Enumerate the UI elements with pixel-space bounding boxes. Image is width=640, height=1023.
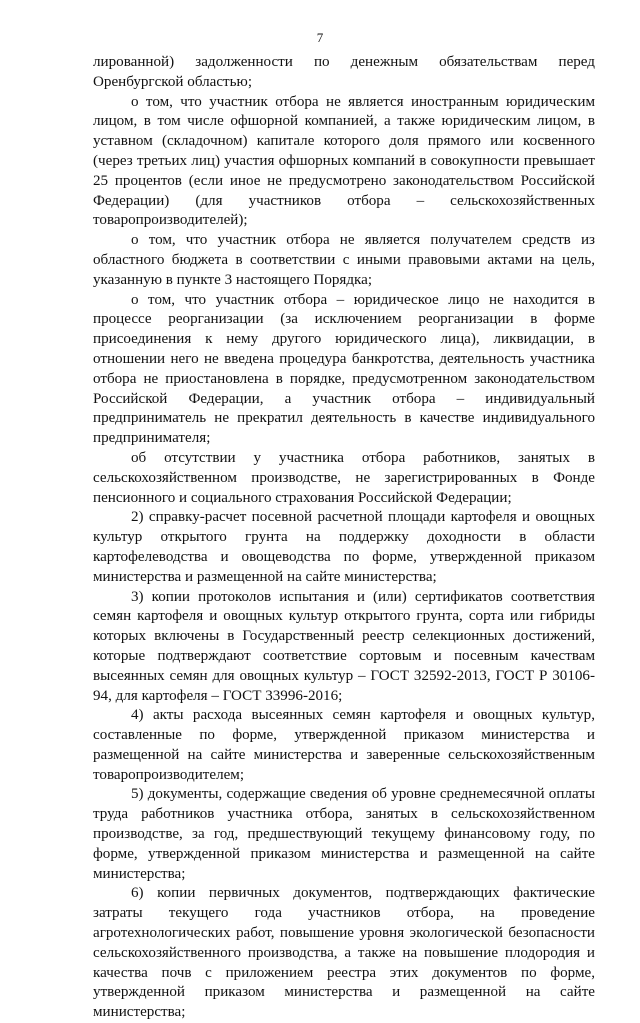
paragraph-reorganization-status: о том, что участник отбора – юридическое лицо не находится в процессе реорганизации (за исключением реорганизации в форме присоединения к нему другого юридического лица), ликвидации, в отношении него не введена процедура банкротства, деятельность участника отбора не приостановлена в порядке, предусмотренном законодательством Российской Федерации, а участник отбора – индивидуальный предприниматель не прекратил деятельность в качестве индивидуального предпринимателя; [93, 291, 595, 447]
paragraph-item-5: 5) документы, содержащие сведения об уровне среднемесячной оплаты труда работников участника отбора, занятых в сельскохозяйственном производстве, за год, предшествующий текущему финансовому году, по форме, утвержденной приказом министерства и размещенной на сайте министерства; [93, 786, 595, 882]
document-body [93, 53, 595, 1023]
paragraph-offshore-status: о том, что участник отбора не является иностранным юридическим лицом, в том числе офшорной компанией, а также юридическим лицом, в уставном (складочном) капитале которого доля прямого или косвенного (через третьих лиц) участия офшорных компаний в совокупности превышает 25 процентов (если иное не предусмотрено законодательством Российской Федерации) (для участников отбора – сельскохозяйственных товаропроизводителей); [93, 93, 595, 229]
page-number: 7 [316, 30, 324, 45]
paragraph-continuation: лированной) задолженности по денежным обязательствам перед Оренбургской областью; [93, 54, 595, 90]
paragraph-unregistered-workers: об отсутствии у участника отбора работников, занятых в сельскохозяйственном производстве, не зарегистрированных в Фонде пенсионного и социального страхования Российской Федерации; [93, 449, 595, 506]
paragraph-item-6: 6) копии первичных документов, подтверждающих фактические затраты текущего года участников отбора, на проведение агротехнологических работ, повышение уровня экологической безопасности сельскохозяйственного производства, а также на повышение плодородия и качества почв с приложением реестра этих документов по форме, утвержденной приказом министерства и размещенной на сайте министерства; [93, 885, 595, 1021]
paragraph-item-3: 3) копии протоколов испытания и (или) сертификатов соответствия семян картофеля и овощных культур открытого грунта, сорта или гибриды которых включены в Государственный реестр селекционных достижений, которые подтверждают соответствие сортовым и посевным качествам высеянных семян для овощных культур – ГОСТ 32592-2013, ГОСТ Р 30106-94, для картофеля – ГОСТ 33996-2016; [93, 588, 595, 704]
paragraph-budget-funds: о том, что участник отбора не является получателем средств из областного бюджета в соответствии с иными правовыми актами на цель, указанную в пункте 3 настоящего Порядка; [93, 232, 595, 288]
paragraph-item-2: 2) справку-расчет посевной расчетной площади картофеля и овощных культур открытого грунта на поддержку доходности в области картофелеводства и овощеводства по форме, утвержденной приказом министерства и размещенной на сайте министерства; [93, 509, 595, 585]
paragraph-item-4: 4) акты расхода высеянных семян картофеля и овощных культур, составленные по форме, утвержденной приказом министерства и размещенной на сайте министерства и заверенные сельскохозяйственным товаропроизводителем; [93, 707, 595, 783]
